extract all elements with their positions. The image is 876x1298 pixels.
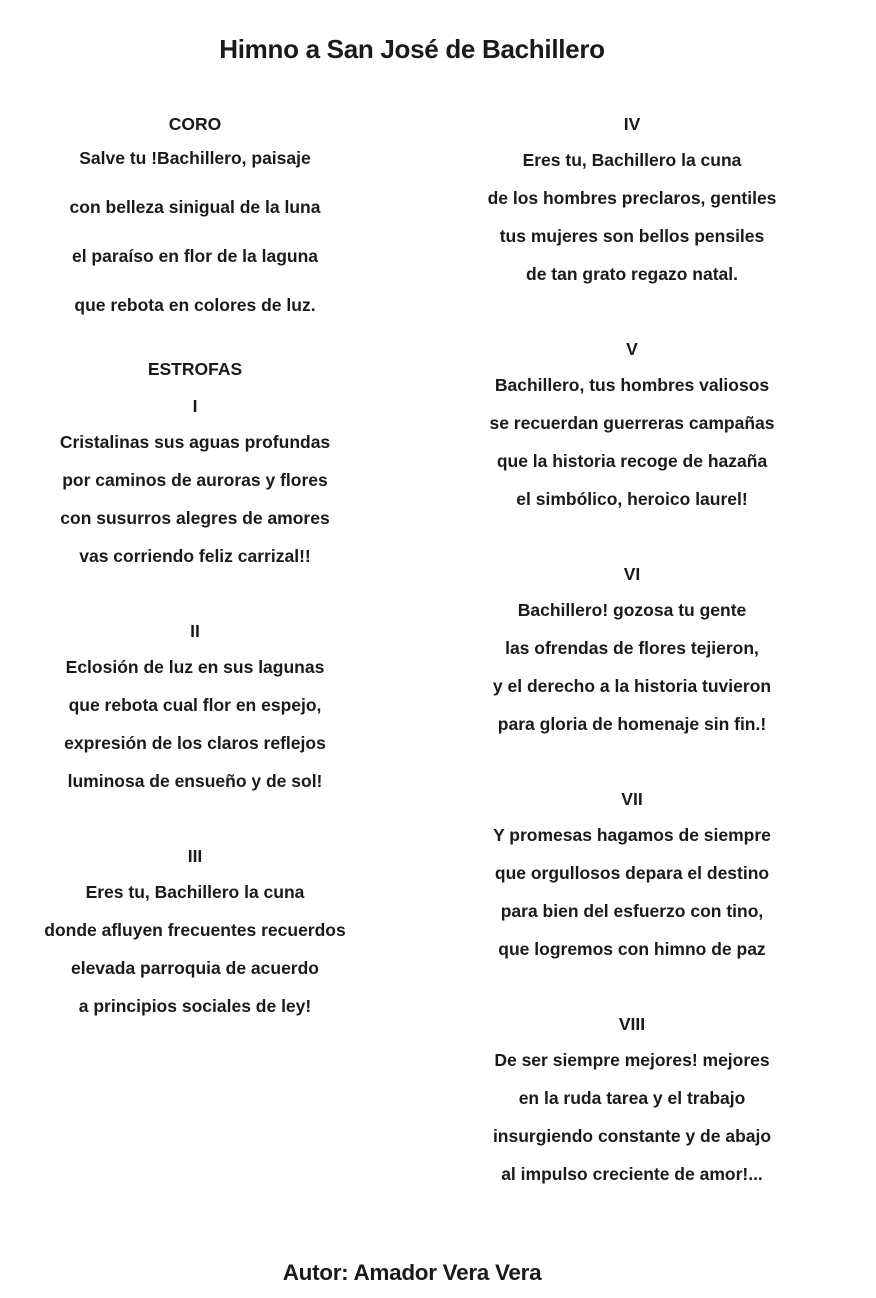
verse-line: luminosa de ensueño y de sol! — [67, 771, 323, 791]
verse-line: y el derecho a la historia tuvieron — [492, 676, 772, 696]
verse-line: Eres tu, Bachillero la cuna — [522, 150, 742, 170]
verse-line: de tan grato regazo natal. — [526, 264, 738, 284]
verse-2 — [0, 620, 390, 792]
left-column — [0, 113, 390, 1185]
verse-line: con susurros alegres de amores — [60, 508, 330, 528]
verse-5 — [440, 338, 824, 510]
verse-4 — [440, 113, 824, 285]
verse-line: al impulso creciente de amor!... — [501, 1164, 763, 1184]
verse-line: de los hombres preclaros, gentiles — [487, 188, 777, 208]
verse-line: que rebota cual flor en espejo, — [68, 695, 322, 715]
coro-line: Salve tu !Bachillero, paisaje — [79, 148, 311, 168]
verse-line: Y promesas hagamos de siempre — [493, 825, 771, 845]
verse-number: VIII — [618, 1014, 646, 1034]
verse-number: VI — [623, 564, 641, 584]
author-line: Autor: Amador Vera Vera — [282, 1260, 542, 1285]
verse-number: II — [190, 621, 200, 641]
two-column-layout — [0, 113, 824, 1185]
verse-line: a principios sociales de ley! — [78, 996, 312, 1016]
verse-number: III — [187, 846, 203, 866]
verse-line: por caminos de auroras y flores — [62, 470, 328, 490]
verse-line: donde afluyen frecuentes recuerdos — [44, 920, 346, 940]
verse-line: que logremos con himno de paz — [498, 939, 766, 959]
estrofas-heading: ESTROFAS — [147, 359, 243, 379]
verse-line: elevada parroquia de acuerdo — [70, 958, 319, 978]
coro-line: que rebota en colores de luz. — [74, 295, 316, 315]
coro-heading: CORO — [168, 114, 222, 134]
verse-line: se recuerdan guerreras campañas — [489, 413, 775, 433]
right-column — [440, 113, 824, 1185]
verse-line: vas corriendo feliz carrizal!! — [79, 546, 311, 566]
verse-7 — [440, 788, 824, 960]
verse-line: en la ruda tarea y el trabajo — [518, 1088, 746, 1108]
verse-line: para bien del esfuerzo con tino, — [500, 901, 764, 921]
verse-line: tus mujeres son bellos pensiles — [499, 226, 765, 246]
verse-line: expresión de los claros reflejos — [64, 733, 326, 753]
verse-line: el simbólico, heroico laurel! — [516, 489, 748, 509]
verse-line: Bachillero, tus hombres valiosos — [494, 375, 770, 395]
coro-line: con belleza sinigual de la luna — [69, 197, 321, 217]
verse-line: las ofrendas de flores tejieron, — [505, 638, 759, 658]
verse-8 — [440, 1013, 824, 1185]
verse-1 — [0, 395, 390, 567]
verse-line: que la historia recoge de hazaña — [496, 451, 768, 471]
verse-number: V — [626, 339, 638, 359]
verse-number: IV — [623, 114, 641, 134]
verse-line: para gloria de homenaje sin fin.! — [497, 714, 767, 734]
coro-line: el paraíso en flor de la laguna — [71, 246, 319, 266]
verse-line: Bachillero! gozosa tu gente — [517, 600, 747, 620]
verse-line: que orgullosos depara el destino — [494, 863, 770, 883]
verse-line: Eres tu, Bachillero la cuna — [85, 882, 305, 902]
verse-number: VII — [621, 789, 643, 809]
verse-line: Eclosión de luz en sus lagunas — [65, 657, 325, 677]
page-title: Himno a San José de Bachillero — [219, 34, 605, 64]
verse-line: De ser siempre mejores! mejores — [494, 1050, 770, 1070]
verse-number: I — [192, 396, 198, 416]
verse-line: Cristalinas sus aguas profundas — [59, 432, 331, 452]
verse-3 — [0, 845, 390, 1017]
verse-6 — [440, 563, 824, 735]
verse-line: insurgiendo constante y de abajo — [492, 1126, 772, 1146]
